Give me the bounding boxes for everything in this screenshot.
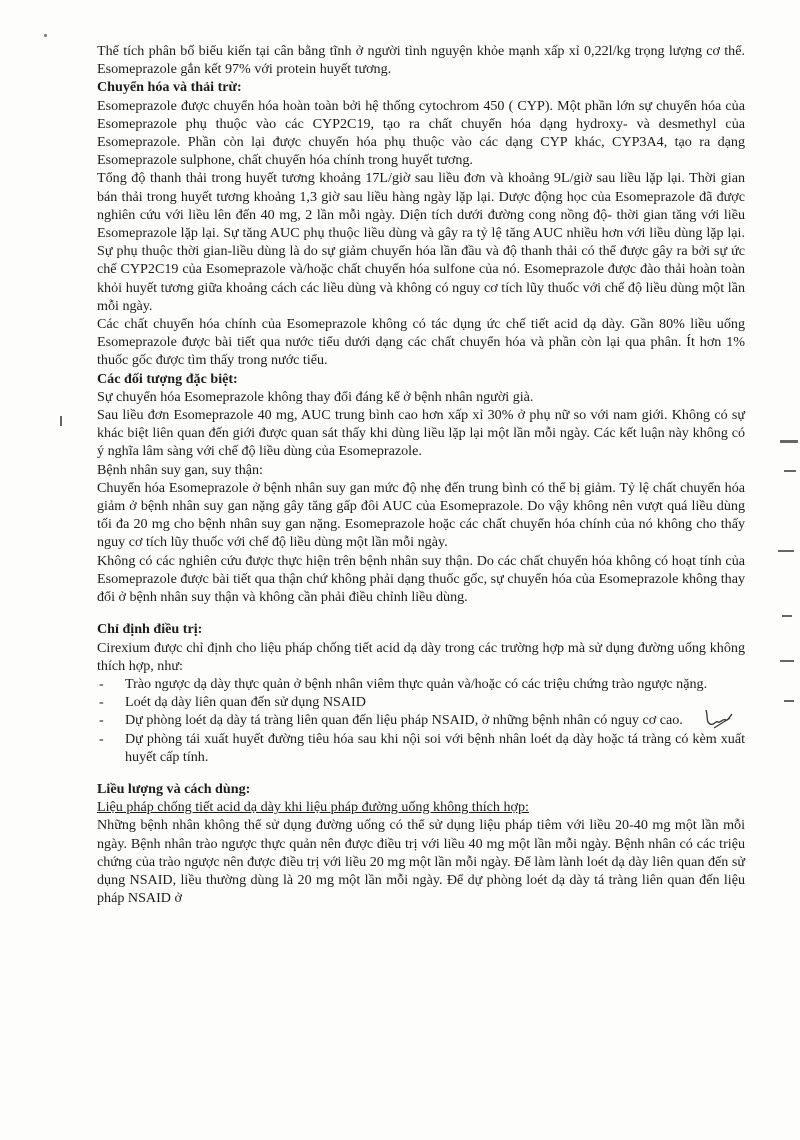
renal-paragraph: Không có các nghiên cứu được thực hiện trên bệnh nhân suy thận. Do các chất chuyển hóa không có hoạt tính của Esomeprazole được bài tiết qua thận chứ không phải dạng thuốc gốc, sự chuyển hóa của Esomeprazole không thay đổi ở bệnh nhân suy thận và không cần phải điều chỉnh liều dùng. [97,552,745,606]
list-item: - Dự phòng tái xuất huyết đường tiêu hóa sau khi nội soi với bệnh nhân loét dạ dày hoặc tá tràng có kèm xuất huyết cấp tính. [97,730,745,766]
section-spacer [97,606,745,620]
handwritten-initials [700,706,736,732]
metabolism-heading: Chuyển hóa và thải trừ: [97,79,242,96]
indications-heading: Chỉ định điều trị: [97,621,203,638]
list-item: - Loét dạ dày liên quan đến sử dụng NSAID [97,693,745,711]
clearance-paragraph: Tổng độ thanh thải trong huyết tương khoảng 17L/giờ sau liều đơn và khoảng 9L/giờ sau liều lặp lại. Thời gian bán thải trong huyết tương khoảng 1,3 giờ sau liều hàng ngày lặp lại. Dược động học của Esomeprazole đã được nghiên cứu với liều lên đến 40 mg, 2 lần mỗi ngày. Diện tích dưới đường cong nồng độ- thời gian tăng với liều Esomeprazole lặp lại. Sự tăng AUC phụ thuộc liều dùng và gây ra tỷ lệ tăng AUC nhiều hơn với liều dùng lặp lại. Sự phụ thuộc thời gian-liều dùng là do sự giảm chuyển hóa lần đầu và độ thanh thải có thể được gây ra bởi sự ức chế CYP2C19 của Esomeprazole và/hoặc chất chuyển hóa sulfone của nó. Esomeprazole được đào thải hoàn toàn khỏi huyết tương giữa khoảng cách các liều dùng và không có nguy cơ tích lũy thuốc với chế độ liều dùng một lần mỗi ngày. [97,170,745,314]
elderly-paragraph: Sự chuyển hóa Esomeprazole không thay đổi đáng kể ở bệnh nhân người già. [97,388,534,405]
indications-intro: Cirexium được chỉ định cho liệu pháp chống tiết acid dạ dày trong các trường hợp mà sử dụng đường uống không thích hợp, như: [97,639,745,674]
dosage-paragraph: Những bệnh nhân không thể sử dụng đường uống có thể sử dụng liệu pháp tiêm với liều 20-40 mg một lần mỗi ngày. Bệnh nhân trào ngược thực quản nên được điều trị với liều 40 mg một lần mỗi ngày. Bệnh nhân có các triệu chứng của trào ngược nên được điều trị với liều 20 mg một lần mỗi ngày. Để làm lành loét dạ dày liên quan đến sử dụng NSAID, liều thường dùng là 20 mg một lần mỗi ngày. Để dự phòng loét dạ dày tá tràng liên quan đến liệu pháp NSAID ở [97,817,745,907]
scan-speck [44,34,47,37]
edge-mark [778,550,794,552]
document-page [97,42,745,907]
indications-list [97,675,745,766]
dosage-subheading: Liệu pháp chống tiết acid dạ dày khi liệu pháp đường uống không thích hợp: [97,799,529,816]
dosage-heading: Liều lượng và cách dùng: [97,780,251,797]
hepatic-paragraph: Chuyển hóa Esomeprazole ở bệnh nhân suy gan mức độ nhẹ đến trung bình có thể bị giảm. Tỷ lệ chất chuyển hóa giảm ở bệnh nhân suy gan nặng gây tăng gấp đôi AUC của Esomeprazole. Do vậy không nên vượt quá liều dùng tối đa 20 mg cho bệnh nhân suy gan nặng. Esomeprazole hoặc các chất chuyển hóa chính của nó không cho thấy nguy cơ tích lũy thuốc với chế độ liều dùng một lần mỗi ngày. [97,479,745,551]
edge-mark [780,440,798,443]
scan-edge-artifacts [770,430,800,730]
list-item: - Dự phòng loét dạ dày tá tràng liên quan đến liệu pháp NSAID, ở những bệnh nhân có nguy cơ cao. [97,711,745,729]
hepatic-renal-subheading: Bệnh nhân suy gan, suy thận: [97,461,263,478]
special-populations-heading: Các đối tượng đặc biệt: [97,370,238,387]
volume-distribution-paragraph: Thể tích phân bố biểu kiến tại cân bằng tĩnh ở người tình nguyện khỏe mạnh xấp xỉ 0,22l/kg trọng lượng cơ thể. Esomeprazole gắn kết 97% với protein huyết tương. [97,43,745,78]
gender-paragraph: Sau liều đơn Esomeprazole 40 mg, AUC trung bình cao hơn xấp xỉ 30% ở phụ nữ so với nam giới. Không có sự khác biệt liên quan đến giới được quan sát thấy khi dùng liều lặp lại một lần mỗi ngày. Các kết luận này không có ý nghĩa lâm sàng với chế độ liều dùng của Esomeprazole. [97,407,745,460]
edge-mark [784,470,796,472]
list-item: - Trào ngược dạ dày thực quản ở bệnh nhân viêm thực quản và/hoặc có các triệu chứng trào ngược nặng. [97,675,745,693]
edge-mark [782,615,792,617]
metabolism-paragraph: Esomeprazole được chuyển hóa hoàn toàn bởi hệ thống cytochrom 450 ( CYP). Một phần lớn sự chuyển hóa của Esomeprazole phụ thuộc vào các CYP2C19, tạo ra chất chuyển hóa dạng hydroxy- và desmethyl của Esomeprazole. Phần còn lại được chuyển hóa phụ thuộc vào các dạng CYP khác, CYP3A4, tạo ra dạng Esomeprazole sulphone, chất chuyển hóa chính trong huyết tương. [97,97,745,169]
edge-mark [784,700,794,702]
margin-mark [60,416,62,426]
edge-mark [780,660,794,662]
section-spacer [97,766,745,780]
excretion-paragraph: Các chất chuyển hóa chính của Esomeprazole không có tác dụng ức chế tiết acid dạ dày. Gần 80% liều uống Esomeprazole được bài tiết qua nước tiểu dưới dạng các chất chuyển hóa và phần còn lại qua phân. Ít hơn 1% thuốc gốc được tìm thấy trong nước tiểu. [97,316,745,369]
